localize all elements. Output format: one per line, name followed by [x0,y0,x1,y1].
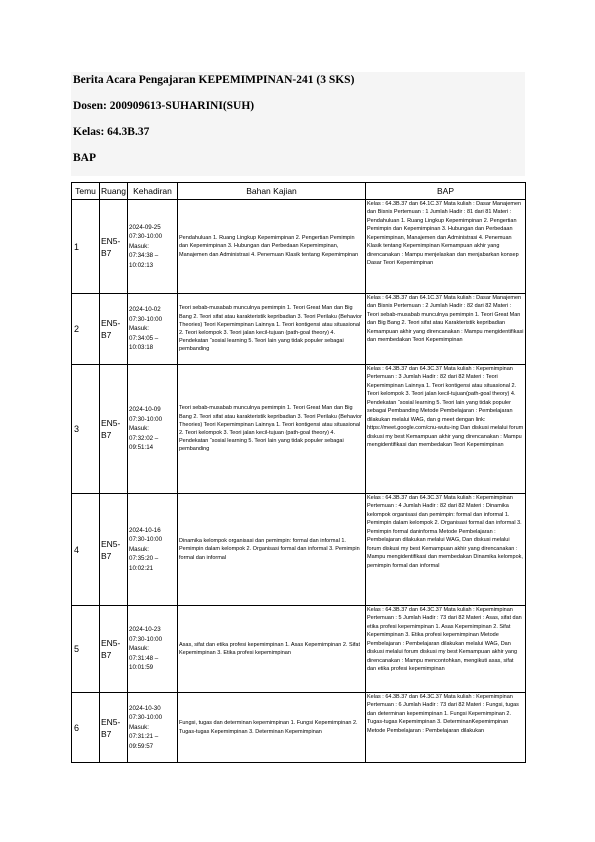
document-header [71,72,525,176]
cell-kehadiran [128,494,178,606]
attendance-in: 07:31:48 – [129,654,159,662]
attendance-schedule: 07:30-10:00 [129,714,163,722]
table-row [72,200,526,294]
attendance-schedule: 07:30-10:00 [129,635,163,643]
attendance-label: Masuk: [129,325,149,333]
cell-ruang: EN5-B7 [100,494,128,606]
cell-bap: Kelas : 64.3B.37 dan 64.1C.37 Mata kuliah : Dasar Manajemen dan Bisnis Pertemuan : 1 Jumlah Hadir : 81 dari 81 Materi : Pendahuluan 1. Ruang Lingkup Kepemimpinan 2. Pengertian Pemimpin dan Kepemimpinan 3. Hubungan dan Perbedaan Kepemimpinan, Manajemen dan Administrasi 4. Penemuan Klasik tentang Kepemimpinan Kemampuan akhir yang direncanakan : Mampu menjelaskan dan menjabarkan konsep Dasar Teori Kepemimpinan [366,200,526,294]
cell-temu: 5 [72,606,100,693]
cell-temu: 6 [72,693,100,763]
bap-table [71,182,526,763]
cell-ruang: EN5-B7 [100,693,128,763]
column-header-bap: BAP [366,183,526,200]
attendance-in: 07:34:05 – [129,334,159,342]
cell-bap: Kelas : 64.3B.37 dan 64.3C.37 Mata kuliah : Kepemimpinan Pertemuan : 4 Jumlah Hadir : 82 dari 82 Materi : Dinamika kelompok organisasi dan pemimpin: formal dan informal 1. Pemimpin dalam kelompok 2. Organisasi formal dan informal 3. Pemimpin formal daninforma Metode Pembelajaran : Pembelajaran dilakukan melalui WAG, Dan diskusi melalui forum diskusi my best Kemampuan akhir yang direncanakan : Mampu mengidentifikasi dan membedakan Dinamika kelompok, pemimpin formal dan informal [366,494,526,606]
cell-ruang: EN5-B7 [100,200,128,294]
attendance-date: 2024-10-23 [129,626,161,634]
attendance-schedule: 07:30-10:00 [129,233,163,241]
attendance-schedule: 07:30-10:00 [129,536,163,544]
cell-bap: Kelas : 64.3B.37 dan 64.3C.37 Mata kuliah : Kepemimpinan Pertemuan : 3 Jumlah Hadir : 82 dari 82 Materi : Teori Kepemimpinan Lainnya 1. Teori kontigensi atau situasional 2. Teori kelompok 3. Teori jalan kecil-tujuan(path-goal theory) 4. Pendekatan “sosial learning 5. Teori lain yang tidak populer sebagai Pembanding Metode Pembelajaran : Pembelajaran dilakukan melalui WAG, dan g meet dengan link: https://meet.google.com/cnu-wutu-ing Dan diskusi melalui forum diskusi my best Kemampuan akhir yang direncanakan : Mampu mengidentifikasi dan membedakan Teori Kepemimpinan [366,365,526,494]
table-header-row [72,183,526,200]
cell-bap: Kelas : 64.3B.37 dan 64.1C.37 Mata kuliah : Dasar Manajemen dan Bisnis Pertemuan : 2 Jumlah Hadir : 82 dari 82 Materi : Teori sebab-musabab munculnya pemimpin 1. Teori Great Man dan Big Bang 2. Teori sifat atau Karakteristik kepribadian Kemampuan akhir yang direncanakan : Mampu mengidentifikasi dan membedakan Teori Kepemimpinan [366,294,526,365]
cell-temu: 1 [72,200,100,294]
cell-bap: Kelas : 64.3B.37 dan 64.3C.37 Mata kuliah : Kepemimpinan Pertemuan : 5 Jumlah Hadir : 73 dari 82 Materi : Asas, sifat dan etika profesi kepemimpinan 1. Asas Kepemimpinan 2. Sifat Kepemimpinan 3. Etika profesi kepemimpinan Metode Pembelajaran : Pembelajaran dilakukan melalui WAG, Dan diskusi melalui forum diskusi my best Kemampuan akhir yang direncanakan : Mampu mencontohkan, mengikuti asas, sifat dan etika profesi kepemimpinan [366,606,526,693]
column-header-temu: Temu [72,183,100,200]
attendance-label: Masuk: [129,242,149,250]
attendance-label: Masuk: [129,425,149,433]
cell-ruang: EN5-B7 [100,606,128,693]
attendance-label: Masuk: [129,545,149,553]
attendance-schedule: 07:30-10:00 [129,415,163,423]
cell-bahan-kajian: Fungsi, tugas dan determinan kepemimpinan 1. Fungsi Kepemimpinan 2. Tugas-tugas Kepemimpinan 3. Determinan Kepemimpinan [178,693,366,763]
cell-kehadiran [128,693,178,763]
attendance-out: 10:02:21 [129,564,154,572]
attendance-out: 10:03:18 [129,344,154,352]
attendance-label: Masuk: [129,645,149,653]
attendance-date: 2024-10-30 [129,704,161,712]
cell-kehadiran [128,365,178,494]
cell-bap: Kelas : 64.3B.37 dan 64.3C.37 Mata kuliah : Kepemimpinan Pertemuan : 6 Jumlah Hadir : 73 dari 82 Materi : Fungsi, tugas dan determinan kepemimpinan 1. Fungsi Kepemimpinan 2. Tugas-tugas Kepemimpinan 3. DeterminanKepemimpinan Metode Pembelajaran : Pembelajaran dilakukan [366,693,526,763]
class-line: Kelas: 64.3B.37 [73,126,150,138]
cell-bahan-kajian: Dinamika kelompok organisasi dan pemimpin: formal dan informal 1. Pemimpin dalam kelompok 2. Organisasi formal dan informal 3. Pemimpin formal dan informal [178,494,366,606]
table-row [72,365,526,494]
lecturer-line: Dosen: 200909613-SUHARINI(SUH) [73,100,255,112]
cell-kehadiran [128,606,178,693]
attendance-out: 09:51:14 [129,444,154,452]
column-header-kehadiran: Kehadiran [128,183,178,200]
attendance-out: 10:02:13 [129,261,154,269]
attendance-out: 10:01:59 [129,664,154,672]
cell-kehadiran [128,294,178,365]
cell-temu: 4 [72,494,100,606]
attendance-date: 2024-10-09 [129,406,161,414]
table-row [72,294,526,365]
attendance-date: 2024-10-02 [129,306,161,314]
attendance-in: 07:34:38 – [129,252,159,260]
attendance-label: Masuk: [129,723,149,731]
cell-ruang: EN5-B7 [100,294,128,365]
table-row [72,693,526,763]
attendance-in: 07:32:02 – [129,434,159,442]
attendance-date: 2024-09-25 [129,223,161,231]
attendance-in: 07:31:21 – [129,733,159,741]
cell-bahan-kajian: Teori sebab-musabab munculnya pemimpin 1. Teori Great Man dan Big Bang 2. Teori sifat atau karakteristik kepribadian 3. Teori Perilaku (Behavior Theories) Teori Kepemimpinan Lainnya 1. Teori kontigensi atau situasional 2. Teori kelompok 3. Teori jalan kecil-tujuan (path-goal theory) 4. Pendekatan “sosial learning 5. Teori lain yang tidak populer sebagai pembanding [178,365,366,494]
attendance-out: 09:59:57 [129,742,154,750]
cell-bahan-kajian: Asas, sifat dan etika profesi kepemimpinan 1. Asas Kepemimpinan 2. Sifat Kepemimpinan 3. Etika profesi kepemimpinan [178,606,366,693]
attendance-date: 2024-10-16 [129,526,161,534]
cell-kehadiran [128,200,178,294]
section-heading: BAP [73,152,96,164]
cell-bahan-kajian: Teori sebab-musabab munculnya pemimpin 1. Teori Great Man dan Big Bang 2. Teori sifat atau karakteristik kepribadian 3. Teori Perilaku (Behavior Theories) Teori Kepemimpinan Lainnya 1. Teori kontigensi atau situasional 2. Teori kelompok 3. Teori jalan kecil-tujuan (path-goal theory) 4. Pendekatan “sosial learning 5. Teori lain yang tidak populer sebagai pembanding [178,294,366,365]
column-header-bahan-kajian: Bahan Kajian [178,183,366,200]
table-row [72,494,526,606]
cell-bahan-kajian: Pendahuluan 1. Ruang Lingkup Kepemimpinan 2. Pengertian Pemimpin dan Kepemimpinan 3. Hubungan dan Perbedaan Kepemimpinan, Manajemen dan Administrasi 4. Penemuan Klasik tentang Kepemimpinan [178,200,366,294]
cell-temu: 2 [72,294,100,365]
attendance-schedule: 07:30-10:00 [129,315,163,323]
column-header-ruang: Ruang [100,183,128,200]
document-title: Berita Acara Pengajaran KEPEMIMPINAN-241 (3 SKS) [73,74,355,86]
table-row [72,606,526,693]
attendance-in: 07:35:20 – [129,555,159,563]
cell-ruang: EN5-B7 [100,365,128,494]
cell-temu: 3 [72,365,100,494]
